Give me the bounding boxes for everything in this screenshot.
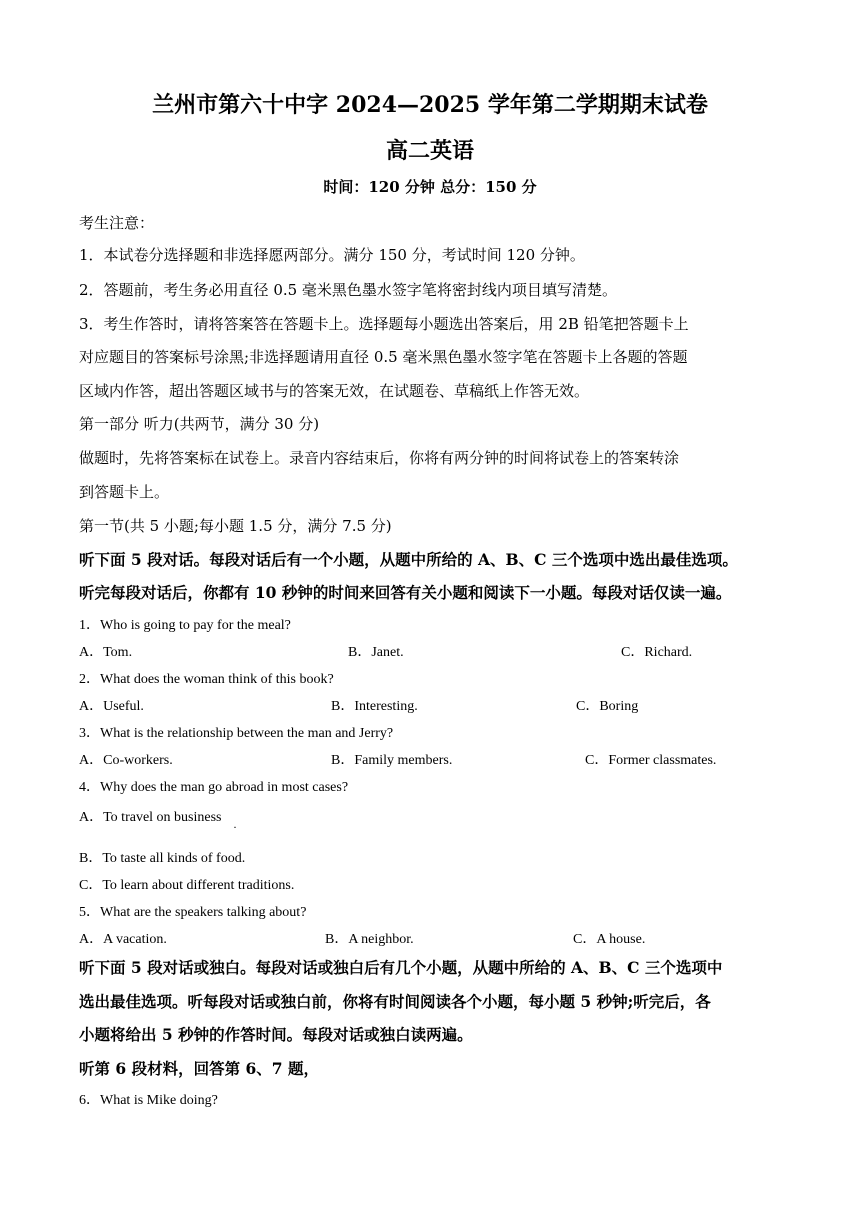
q4-option-a: A．To travel on business xyxy=(79,810,222,825)
q2-option-a: A．Useful. xyxy=(79,699,144,714)
question-1: 1．Who is going to pay for the meal? xyxy=(79,618,291,633)
part1-instruction: 做题时，先将答案标在试卷上。录音内容结束后，你将有两分钟的时间将试卷上的答案转涂 xyxy=(79,449,680,467)
q2-option-b: B．Interesting. xyxy=(331,699,418,714)
notice-item-3-cont2: 区域内作答，超出答题区域书与的答案无效，在试题卷、草稿纸上作答无效。 xyxy=(79,382,590,400)
stray-dot: · xyxy=(233,820,237,834)
material-6-heading: 听第 6 段材料，回答第 6、7 题， xyxy=(79,1059,319,1078)
notice-heading: 考生注意： xyxy=(79,214,155,232)
q5-option-b: B．A neighbor. xyxy=(325,932,414,947)
notice-item-1: 1．本试卷分选择题和非选择愿两部分。满分 150 分，考试时间 120 分钟。 xyxy=(79,246,585,264)
section1-instruction: 听下面 5 段对话。每段对话后有一个小题，从题中所给的 A、B、C 三个选项中选出最佳选项。 xyxy=(79,550,738,569)
q3-option-b: B．Family members. xyxy=(331,753,453,768)
exam-title: 兰州市第六十中字 2024—2025 学年第二学期期末试卷 xyxy=(152,92,708,118)
section2-instruction-cont: 选出最佳选项。听每段对话或独白前，你将有时间阅读各个小题，每小题 5 秒钟;听完后，各 xyxy=(79,992,711,1011)
q1-option-a: A．Tom. xyxy=(79,645,133,660)
q3-option-c: C．Former classmates. xyxy=(585,753,717,768)
section2-instruction: 听下面 5 段对话或独白。每段对话或独白后有几个小题，从题中所给的 A、B、C 三个选项中 xyxy=(79,958,723,977)
time-score-line: 时间：120 分钟 总分：150 分 xyxy=(323,178,537,196)
q4-option-b: B．To taste all kinds of food. xyxy=(79,851,246,866)
part1-heading: 第一部分 听力(共两节，满分 30 分) xyxy=(79,415,320,433)
q5-option-c: C．A house. xyxy=(573,932,646,947)
q5-option-a: A．A vacation. xyxy=(79,932,167,947)
question-3: 3．What is the relationship between the man and Jerry? xyxy=(79,726,394,741)
question-6: 6．What is Mike doing? xyxy=(79,1093,218,1108)
notice-item-3-cont: 对应题目的答案标号涂黑;非选择题请用直径 0.5 毫米黑色墨水签字笔在答题卡上各题的答题 xyxy=(79,348,688,366)
q1-option-b: B．Janet. xyxy=(348,645,404,660)
question-5: 5．What are the speakers talking about? xyxy=(79,905,307,920)
q2-option-c: C．Boring xyxy=(576,699,639,714)
question-2: 2．What does the woman think of this book? xyxy=(79,672,334,687)
part1-instruction-cont: 到答题卡上。 xyxy=(79,483,170,501)
section1-instruction-cont: 听完每段对话后，你都有 10 秒钟的时间来回答有关小题和阅读下一小题。每段对话仅读一遍。 xyxy=(79,583,732,602)
q4-option-c: C．To learn about different traditions. xyxy=(79,878,295,893)
notice-item-3: 3．考生作答时，请将答案答在答题卡上。选择题每小题选出答案后，用 2B 铅笔把答题卡上 xyxy=(79,315,689,333)
q3-option-a: A．Co-workers. xyxy=(79,753,173,768)
section2-instruction-cont2: 小题将给出 5 秒钟的作答时间。每段对话或独白读两遍。 xyxy=(79,1025,473,1044)
question-4: 4．Why does the man go abroad in most cases? xyxy=(79,780,349,795)
subject-title: 高二英语 xyxy=(385,138,474,164)
q1-option-c: C．Richard. xyxy=(621,645,693,660)
section1-heading: 第一节(共 5 小题;每小题 1.5 分，满分 7.5 分) xyxy=(79,517,392,535)
notice-item-2: 2．答题前，考生务必用直径 0.5 毫米黑色墨水签字笔将密封线内项目填写清楚。 xyxy=(79,281,617,299)
